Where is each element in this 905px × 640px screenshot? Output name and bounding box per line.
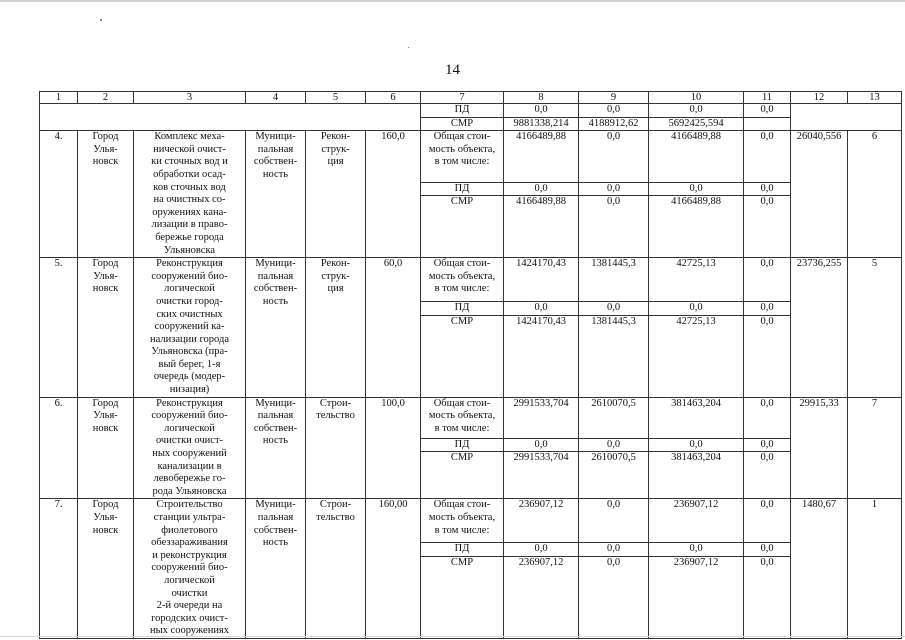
cost-value: 0,0 (579, 438, 649, 452)
cost-value: 0,0 (579, 131, 649, 182)
location: Город Улья- новск (78, 397, 134, 499)
location: Город Улья- новск (78, 258, 134, 398)
project-row (40, 131, 902, 182)
cost-value: 0,0 (744, 499, 791, 543)
cost-label: СМР (421, 315, 504, 397)
cost-label: ПД (421, 543, 504, 557)
cost-value: 1381445,3 (579, 315, 649, 397)
ownership: Муници- пальная собствен- ность (246, 397, 306, 499)
column-13-value: 5 (848, 258, 902, 398)
cost-value: 0,0 (504, 104, 579, 118)
cost-value: 236907,12 (504, 499, 579, 543)
column-number: 3 (134, 92, 246, 104)
cost-value: 42725,13 (649, 315, 744, 397)
cost-value: 1424170,43 (504, 315, 579, 397)
cost-value: 0,0 (579, 499, 649, 543)
row-number: 5. (40, 258, 78, 398)
capacity: 160,00 (366, 499, 421, 639)
scan-speck (100, 19, 102, 21)
ownership: Муници- пальная собствен- ность (246, 258, 306, 398)
scan-top-edge (0, 0, 905, 2)
column-number: 13 (848, 92, 902, 104)
cost-value: 0,0 (744, 397, 791, 438)
column-12-value: 29915,33 (791, 397, 848, 499)
cost-value: 0,0 (649, 543, 744, 557)
cost-value: 0,0 (744, 182, 791, 196)
cost-value: 42725,13 (649, 258, 744, 302)
cost-value: 0,0 (504, 438, 579, 452)
cost-label: ПД (421, 182, 504, 196)
carryover-pd-row (40, 104, 902, 118)
column-13-value: 7 (848, 397, 902, 499)
cost-value: 236907,12 (504, 556, 579, 638)
cost-value: 5692425,594 (649, 117, 744, 131)
column-number: 7 (421, 92, 504, 104)
cost-value: 1381445,3 (579, 258, 649, 302)
object-name: Реконструкция сооружений био- логической очистки город- ских очистных сооружений ка- нализации города Ульяновска (пра- вый берег, 1-я очередь (модер- низация) (134, 258, 246, 398)
blank-cell (791, 104, 902, 131)
scan-speck (408, 47, 409, 48)
column-number: 10 (649, 92, 744, 104)
column-13-value: 1 (848, 499, 902, 639)
cost-value: 0,0 (744, 104, 791, 118)
scan-bottom-edge (0, 636, 905, 637)
capacity: 60,0 (366, 258, 421, 398)
location: Город Улья- новск (78, 131, 134, 258)
cost-value: 381463,204 (649, 452, 744, 499)
cost-value: 4188912,62 (579, 117, 649, 131)
cost-label: ПД (421, 438, 504, 452)
column-number: 11 (744, 92, 791, 104)
project-row (40, 397, 902, 438)
cost-value: 0,0 (579, 182, 649, 196)
cost-value: 2610070,5 (579, 397, 649, 438)
ownership: Муници- пальная собствен- ность (246, 499, 306, 639)
cost-value: 0,0 (649, 104, 744, 118)
work-type: Рекон- струк- ция (306, 258, 366, 398)
column-number: 6 (366, 92, 421, 104)
cost-value: 1424170,43 (504, 258, 579, 302)
capacity: 100,0 (366, 397, 421, 499)
cost-label: ПД (421, 104, 504, 118)
cost-value: 0,0 (744, 438, 791, 452)
work-type: Строи- тельство (306, 397, 366, 499)
cost-value: 0,0 (744, 131, 791, 182)
cost-value: 2991533,704 (504, 452, 579, 499)
cost-value: 2610070,5 (579, 452, 649, 499)
project-row (40, 258, 902, 302)
column-number: 5 (306, 92, 366, 104)
object-name: Строительство станции ультра- фиолетового обеззараживания и реконструкция сооружений био- логической очистки 2-й очереди на городских очист- ных сооружениях (134, 499, 246, 639)
cost-value: 4166489,88 (504, 131, 579, 182)
row-number: 4. (40, 131, 78, 258)
cost-label: Общая стои- мость объекта, в том числе: (421, 397, 504, 438)
work-type: Строи- тельство (306, 499, 366, 639)
cost-value: 2991533,704 (504, 397, 579, 438)
cost-value: 0,0 (579, 302, 649, 316)
location: Город Улья- новск (78, 499, 134, 639)
column-number: 8 (504, 92, 579, 104)
cost-value: 0,0 (649, 302, 744, 316)
cost-value: 0,0 (579, 196, 649, 258)
cost-value: 0,0 (579, 543, 649, 557)
row-number: 6. (40, 397, 78, 499)
column-number: 1 (40, 92, 78, 104)
page-number: 14 (445, 62, 460, 78)
column-number: 4 (246, 92, 306, 104)
cost-label: СМР (421, 196, 504, 258)
cost-value: 4166489,88 (504, 196, 579, 258)
cost-value: 4166489,88 (649, 196, 744, 258)
cost-value: 0,0 (504, 182, 579, 196)
cost-value: 0,0 (744, 258, 791, 302)
column-12-value: 26040,556 (791, 131, 848, 258)
cost-label: Общая стои- мость объекта, в том числе: (421, 131, 504, 182)
column-number-row (40, 92, 902, 104)
column-number: 9 (579, 92, 649, 104)
cost-table (39, 91, 902, 639)
column-12-value: 23736,255 (791, 258, 848, 398)
cost-value: 0,0 (744, 302, 791, 316)
cost-value: 0,0 (649, 182, 744, 196)
project-row (40, 499, 902, 543)
column-13-value: 6 (848, 131, 902, 258)
cost-value: 236907,12 (649, 556, 744, 638)
cost-value: 0,0 (649, 438, 744, 452)
cost-value: 0,0 (504, 302, 579, 316)
object-name: Комплекс меха- нической очист- ки сточных вод и обработки осад- ков сточных вод на очистных со- оружениях кана- лизации в право- бережье города Ульяновска (134, 131, 246, 258)
cost-label: Общая стои- мость объекта, в том числе: (421, 499, 504, 543)
cost-label: СМР (421, 117, 504, 131)
cost-value: 0,0 (744, 556, 791, 638)
cost-value: 381463,204 (649, 397, 744, 438)
cost-value: 0,0 (744, 452, 791, 499)
work-type: Рекон- струк- ция (306, 131, 366, 258)
cost-value: 0,0 (579, 556, 649, 638)
column-12-value: 1480,67 (791, 499, 848, 639)
cost-value (744, 117, 791, 131)
row-number: 7. (40, 499, 78, 639)
object-name: Реконструкция сооружений био- логической очистки очист- ных сооружений канализации в левобережье го- рода Ульяновска (134, 397, 246, 499)
column-number: 2 (78, 92, 134, 104)
cost-label: Общая стои- мость объекта, в том числе: (421, 258, 504, 302)
cost-label: СМР (421, 556, 504, 638)
cost-value: 0,0 (744, 315, 791, 397)
column-number: 12 (791, 92, 848, 104)
cost-value: 0,0 (504, 543, 579, 557)
cost-value: 236907,12 (649, 499, 744, 543)
cost-value: 4166489,88 (649, 131, 744, 182)
cost-value: 0,0 (579, 104, 649, 118)
cost-label: ПД (421, 302, 504, 316)
capacity: 160,0 (366, 131, 421, 258)
ownership: Муници- пальная собствен- ность (246, 131, 306, 258)
blank-cell (40, 104, 421, 131)
cost-value: 0,0 (744, 196, 791, 258)
cost-value: 9881338,214 (504, 117, 579, 131)
cost-label: СМР (421, 452, 504, 499)
cost-value: 0,0 (744, 543, 791, 557)
